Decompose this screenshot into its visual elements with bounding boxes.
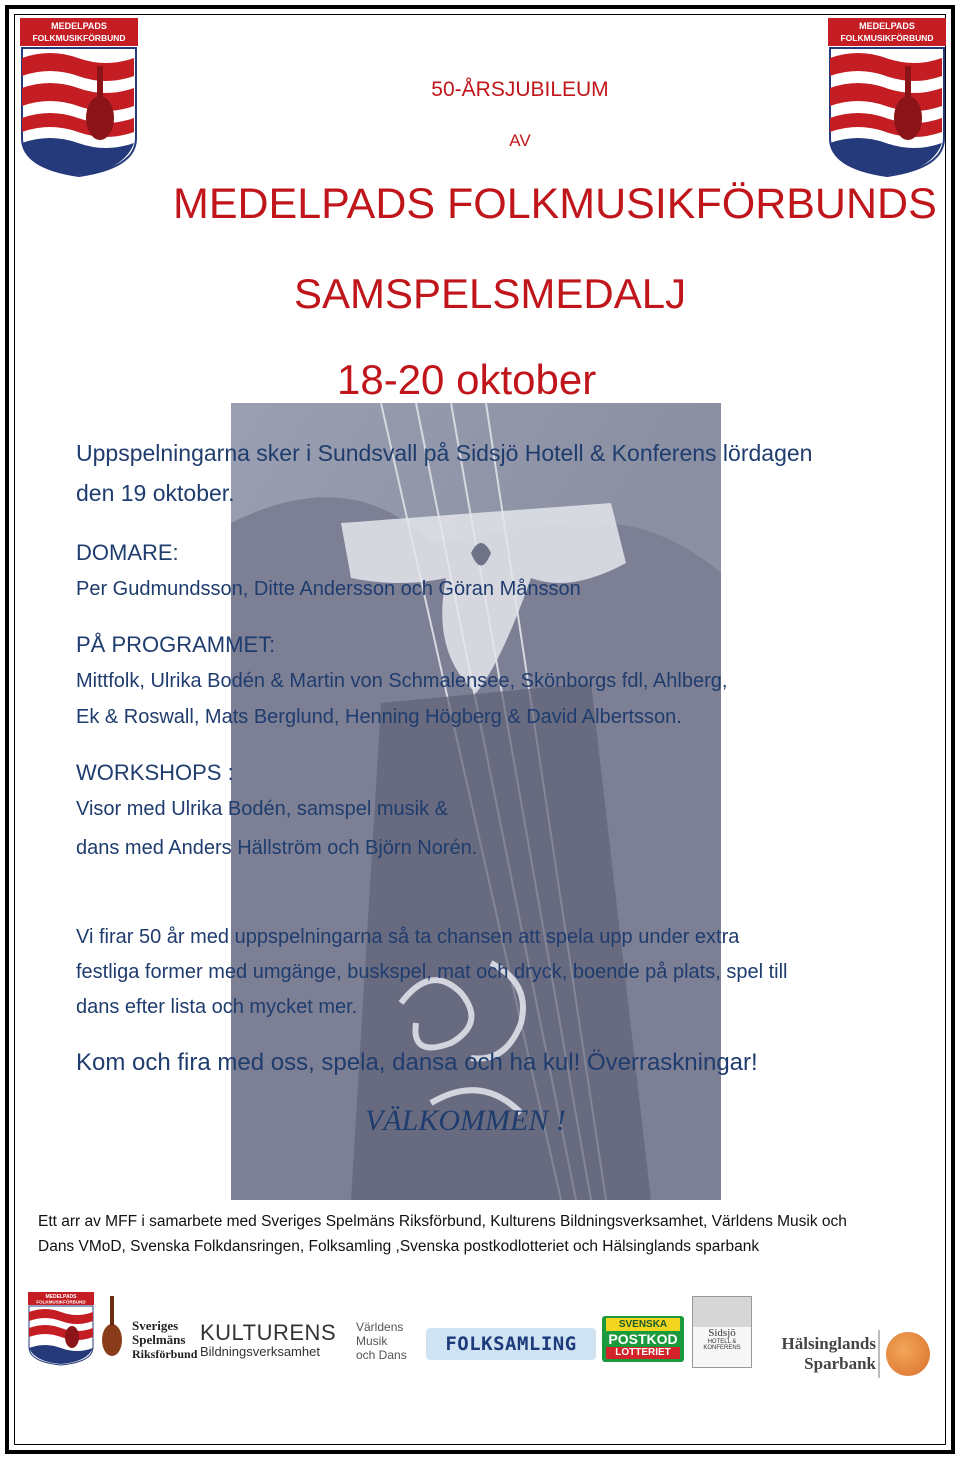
sponsor-varldens-logo [356, 1320, 422, 1366]
sponsor-kulturens-text1: KULTURENS [200, 1320, 337, 1345]
sponsor-ssr-text2: Spelmäns [132, 1332, 186, 1347]
page-subtitle: SAMSPELSMEDALJ [294, 270, 687, 317]
intro-line1: Uppspelningarna sker i Sundsvall på Sidsjö Hotell & Konferens lördagen [76, 440, 813, 466]
logo-text-line2: FOLKMUSIKFÖRBUND [840, 33, 934, 43]
sponsor-sidsjo-logo [692, 1296, 752, 1368]
sponsor-folksamling-text: FOLKSAMLING [445, 1333, 577, 1355]
celebration-line3: dans efter lista och mycket mer. [76, 996, 358, 1018]
mff-logo-right [828, 18, 946, 178]
sponsor-ssr-logo [98, 1292, 198, 1364]
sponsor-postkod-text3: LOTTERIET [606, 1347, 680, 1359]
sponsor-folksamling-logo [426, 1328, 596, 1360]
program-heading: PÅ PROGRAMMET: [76, 632, 276, 657]
workshops-line1: Visor med Ulrika Bodén, samspel musik & [76, 798, 448, 820]
domare-names: Per Gudmundsson, Ditte Andersson och Göran Månsson [76, 578, 581, 600]
sponsor-sidsjo-text1: Sidsjö [708, 1327, 736, 1339]
sponsor-divider [878, 1330, 880, 1378]
workshops-line2: dans med Anders Hällström och Björn Norén. [76, 837, 478, 859]
sponsor-kulturens-text2: Bildningsverksamhet [200, 1344, 320, 1359]
page-title: MEDELPADS FOLKMUSIKFÖRBUNDS [173, 180, 937, 228]
sponsor-sidsjo-text3: KONFERENS [703, 1345, 741, 1351]
sponsor-kulturens-logo [200, 1322, 350, 1366]
sponsor-ssr-text1: Sveriges [132, 1318, 179, 1333]
sponsor-postkod-logo [602, 1316, 684, 1362]
sidsjo-building-icon [693, 1297, 751, 1327]
av-label: AV [509, 131, 531, 150]
sponsor-halsinglands-logo [764, 1334, 876, 1374]
invite-text: Kom och fira med oss, spela, dansa och ha kul! Överraskningar! [76, 1049, 758, 1076]
program-line1: Mittfolk, Ulrika Bodén & Martin von Schmalensee, Skönborgs fdl, Ahlberg, [76, 670, 728, 692]
sponsor-mff-logo [28, 1292, 94, 1366]
celebration-line1: Vi firar 50 år med uppspelningarna så ta chansen att spela upp under extra [76, 926, 740, 948]
sparbank-tree-icon [886, 1332, 930, 1376]
mff-logo-left [20, 18, 138, 178]
sponsor-varldens-text2: Musik [356, 1334, 388, 1348]
jubilee-label: 50-ÅRSJUBILEUM [431, 78, 609, 101]
domare-heading: DOMARE: [76, 540, 179, 565]
sponsor-varldens-text3: och Dans [356, 1348, 407, 1362]
sponsor-postkod-text2: POSTKOD [608, 1331, 678, 1347]
sponsor-postkod-text1: SVENSKA [606, 1318, 680, 1331]
credits-line1: Ett arr av MFF i samarbete med Sveriges Spelmäns Riksförbund, Kulturens Bildningsverksamhet, Världens Musik och [38, 1213, 847, 1230]
sponsor-varldens-text1: Världens [356, 1320, 404, 1334]
credits-line2: Dans VMoD, Svenska Folkdansringen, Folksamling ,Svenska postkodlotteriet och Hälsinglands sparbank [38, 1238, 760, 1255]
program-line2: Ek & Roswall, Mats Berglund, Henning Högberg & David Albertsson. [76, 706, 682, 728]
welcome-text: VÄLKOMMEN ! [365, 1104, 566, 1137]
intro-line2: den 19 oktober. [76, 480, 235, 506]
sponsor-halsinglands-text2: Sparbank [804, 1354, 876, 1373]
event-dates: 18-20 oktober [337, 356, 597, 403]
sponsor-ssr-text3: Riksförbund [132, 1347, 198, 1361]
celebration-line2: festliga former med umgänge, buskspel, mat och dryck, boende på plats, spel till [76, 961, 788, 983]
sponsor-mff-text1: MEDELPADS [45, 1294, 77, 1300]
workshops-heading: WORKSHOPS : [76, 760, 234, 785]
logo-text-line1: MEDELPADS [859, 21, 915, 31]
logo-text-line1: MEDELPADS [51, 21, 107, 31]
sponsor-mff-text2: FOLKMUSIKFÖRBUND [36, 1299, 86, 1305]
sponsor-halsinglands-text1: Hälsinglands [781, 1334, 876, 1353]
sponsor-sidsjo-text2: HOTELL & [707, 1339, 737, 1345]
logo-text-line2: FOLKMUSIKFÖRBUND [32, 33, 126, 43]
